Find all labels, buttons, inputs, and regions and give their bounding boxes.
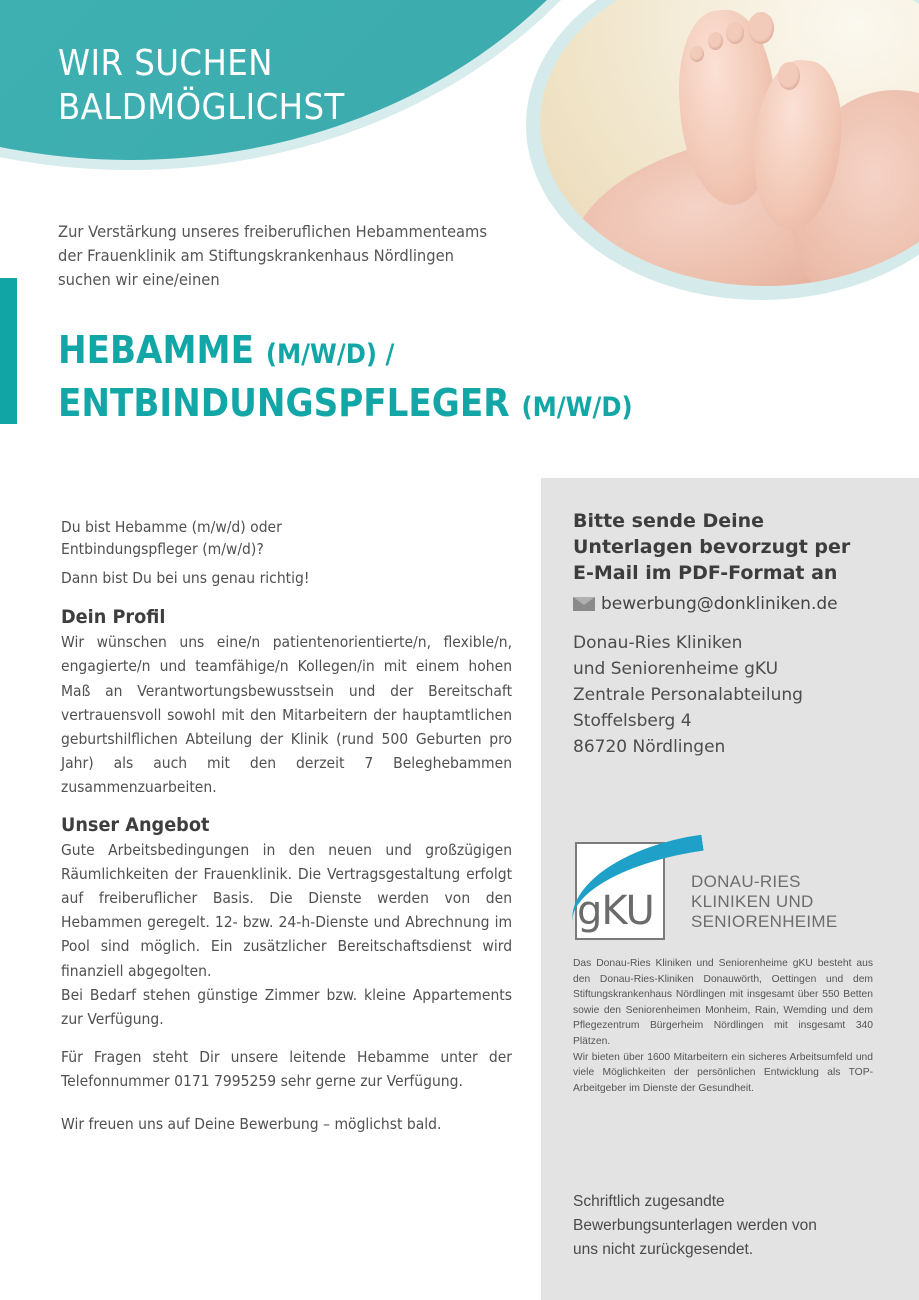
offer-text: Gute Arbeitsbedingungen in den neuen und großzügigen Räumlichkeiten der Frauenklinik. Die Vertragsgestaltung erfolgt auf freiberuflicher Basis. Die Dienste werden von den Hebammen geregelt. 12- bzw. 24-h-Dienste und Abrechnung im Pool sind möglich. Ein zusätzlicher Bereitschaftsdienst wird finanziell abgegolten. — [61, 840, 513, 980]
offer-text-rooms: Bei Bedarf stehen günstige Zimmer bzw. kleine Appartements zur Verfügung. — [61, 985, 513, 1029]
postal-address — [573, 630, 893, 760]
intro-line: Zur Verstärkung unseres freiberuflichen Hebammenteams — [58, 222, 488, 241]
address-line: und Seniorenheime gKU — [573, 659, 779, 679]
address-line: Donau-Ries Kliniken — [573, 633, 743, 653]
contact-text: Für Fragen steht Dir unsere leitende Hebamme unter der Telefonnummer 0171 7995259 sehr gerne zur Verfügung. — [61, 1048, 513, 1091]
cta-line: E-Mail im PDF-Format an — [573, 562, 838, 584]
answer-text: Dann bist Du bei uns genau richtig! — [61, 569, 310, 587]
about-text-employees: Wir bieten über 1600 Mitarbeitern ein sicheres Arbeitsumfeld und viele Möglichkeiten der persönlichen Entwicklung als TOP-Arbeitgeber im Dienste der Gesundheit. — [573, 1051, 873, 1094]
logo-mark: gKU — [577, 888, 654, 934]
job-title-suffix: (M/W/D) / — [265, 339, 395, 370]
toe — [748, 12, 774, 44]
gku-logo — [573, 838, 863, 948]
organization-about — [573, 956, 873, 1096]
job-title-main: ENTBINDUNGSPFLEGER — [58, 381, 510, 425]
cta-line: Bitte sende Deine — [573, 510, 765, 532]
toe — [778, 62, 800, 90]
main-content — [61, 516, 512, 1136]
intro-text — [58, 220, 518, 292]
logo-wordmark — [691, 872, 838, 932]
mail-icon — [573, 597, 595, 611]
toe — [726, 22, 744, 44]
logo-line: DONAU-RIES — [691, 872, 801, 891]
application-cta — [573, 508, 893, 586]
return-note-line: Bewerbungsunterlagen werden von — [573, 1217, 817, 1234]
job-title-line-1 — [58, 326, 633, 379]
address-line: 86720 Nördlingen — [573, 737, 726, 757]
headline-line-2: BALDMÖGLICHST — [58, 87, 345, 128]
offer-heading: Unser Angebot — [61, 813, 210, 836]
profile-text: Wir wünschen uns eine/n patientenorientierte/n, flexible/n, engagierte/n und teamfähige/n Kollegen/in mit einem hohen Maß an Verantwortungsbewusstsein und der Bereitschaft vertrauensvoll sowohl mit den Mitarbeitern der hauptamtlichen geburtshilflichen Abteilung der Klinik (rund 500 Geburten pro Jahr) als auch mit den derzeit 7 Beleghebammen zusammenzuarbeiten. — [61, 633, 513, 797]
job-title-suffix: (M/W/D) — [521, 392, 633, 423]
logo-line: SENIORENHEIME — [691, 912, 838, 931]
headline — [58, 42, 345, 130]
about-text: Das Donau-Ries Kliniken und Seniorenheime gKU besteht aus den Donau-Ries-Kliniken Donauwörth, Oettingen und dem Stiftungskrankenhaus Nördlingen mit insgesamt über 550 Betten sowie den Seniorenheimen Monheim, Rain, Wemding und dem Pflegezentrum Bürgerheim Nördlingen mit insgesamt 340 Plätzen. — [573, 958, 873, 1047]
return-note-line: uns nicht zurückgesendet. — [573, 1241, 754, 1258]
intro-line: der Frauenklinik am Stiftungskrankenhaus Nördlingen — [58, 246, 454, 265]
accent-bar — [0, 278, 17, 424]
job-title-main: HEBAMME — [58, 328, 254, 372]
application-panel — [541, 478, 919, 1300]
job-title — [58, 326, 633, 432]
headline-line-1: WIR SUCHEN — [58, 43, 273, 84]
address-line: Zentrale Personalabteilung — [573, 685, 803, 705]
question-line: Du bist Hebamme (m/w/d) oder — [61, 518, 282, 536]
toe — [708, 32, 723, 50]
toe — [690, 46, 704, 62]
logo-line: KLINIKEN UND — [691, 892, 814, 911]
profile-heading: Dein Profil — [61, 606, 166, 629]
return-note-line: Schriftlich zugesandte — [573, 1193, 725, 1210]
cta-line: Unterlagen bevorzugt per — [573, 536, 851, 558]
email-row[interactable] — [573, 594, 893, 614]
address-line: Stoffelsberg 4 — [573, 711, 692, 731]
email-link[interactable]: bewerbung@donkliniken.de — [601, 594, 838, 614]
question-line: Entbindungspfleger (m/w/d)? — [61, 540, 264, 558]
job-title-line-2 — [58, 379, 633, 432]
intro-line: suchen wir eine/einen — [58, 270, 220, 289]
closing-text: Wir freuen uns auf Deine Bewerbung – möglichst bald. — [61, 1114, 442, 1133]
baby-feet-photo — [540, 0, 919, 286]
return-note — [573, 1190, 893, 1262]
